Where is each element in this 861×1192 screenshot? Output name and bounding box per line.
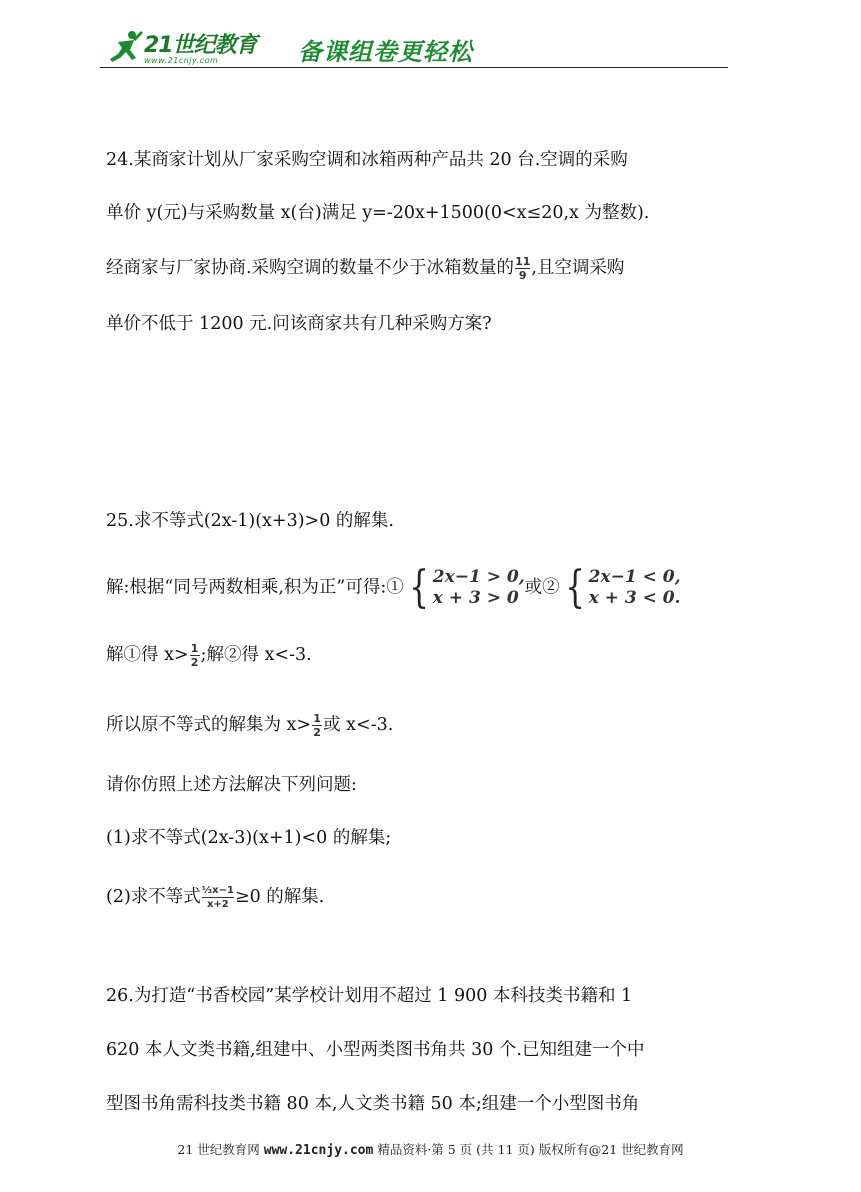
- q26-line1: 26.为打造“书香校园”某学校计划用不超过 1 900 本科技类书籍和 1: [106, 986, 633, 1006]
- q26-line3: 型图书角需科技类书籍 80 本,人文类书籍 50 本;组建一个小型图书角: [106, 1094, 640, 1114]
- q25-solution-text: 解:根据“同号两数相乘,积为正”可得:①: [106, 577, 404, 598]
- q24-line2: 单价 y(元)与采购数量 x(台)满足 y=-20x+1500(0<x≤20,x 为整数).: [106, 203, 650, 223]
- footer-page-info: 精品资料·第 5 页 (共 11 页) 版权所有@21 世纪教育网: [377, 1142, 684, 1157]
- q25-solution: [106, 562, 681, 613]
- q24-line3-tail: ,且空调采购: [531, 258, 625, 278]
- logo-url[interactable]: www.21cnjy.com: [144, 56, 219, 65]
- system-1-line-a: 2x−1 > 0,: [432, 567, 525, 587]
- q25-step2: [106, 713, 393, 738]
- system-2: { 2x−1 < 0, x + 3 < 0.: [564, 562, 681, 613]
- system-2-line-a: 2x−1 < 0,: [588, 567, 681, 587]
- footer-site-name: 21 世纪教育网: [177, 1142, 260, 1157]
- frac-numerator: 11: [515, 255, 531, 268]
- footer-site-url[interactable]: www.21cnjy.com: [263, 1143, 374, 1158]
- q25-sub2-text: (2)求不等式: [106, 887, 201, 907]
- frac-numerator: ⅓x−1: [201, 885, 234, 896]
- q24-line3: [106, 256, 624, 281]
- frac-denominator: x+2: [206, 899, 229, 910]
- frac-numerator: 1: [313, 712, 321, 725]
- q25-sub2-tail: ≥0 的解集.: [234, 887, 325, 907]
- q25-step2-text: 所以原不等式的解集为 x>: [106, 715, 312, 735]
- q25-step1-tail: ;解②得 x<-3.: [200, 645, 312, 665]
- q25-title: 25.求不等式(2x-1)(x+3)>0 的解集.: [106, 511, 394, 531]
- q24-line1: 24.某商家计划从厂家采购空调和冰箱两种产品共 20 台.空调的采购: [106, 150, 628, 170]
- q25-step1-text: 解①得 x>: [106, 645, 189, 665]
- q26-line2: 620 本人文类书籍,组建中、小型两类图书角共 30 个.已知组建一个中: [106, 1040, 645, 1060]
- q25-sub2: [106, 885, 324, 910]
- q25-prompt: 请你仿照上述方法解决下列问题:: [106, 775, 357, 795]
- q24-line3-text: 经商家与厂家协商.采购空调的数量不少于冰箱数量的: [106, 258, 515, 278]
- frac-denominator: 2: [313, 726, 321, 739]
- q25-or: 或②: [524, 577, 560, 598]
- fraction-1-2: [190, 643, 200, 668]
- fraction-1-2-b: [312, 713, 322, 738]
- page-footer: [0, 1140, 861, 1158]
- q25-step2-tail: 或 x<-3.: [323, 715, 394, 735]
- system-2-line-b: x + 3 < 0.: [588, 588, 681, 608]
- frac-numerator: 1: [190, 642, 199, 655]
- runner-logo-icon: [106, 28, 146, 68]
- page-header: [100, 22, 730, 72]
- q25-step1: [106, 643, 312, 668]
- frac-denominator: 2: [190, 656, 199, 669]
- system-1: { 2x−1 > 0, x + 3 > 0: [408, 562, 525, 613]
- frac-denominator: 9: [518, 269, 527, 282]
- header-slogan: 备课组卷更轻松: [298, 38, 473, 66]
- header-divider: [100, 67, 728, 68]
- system-1-line-b: x + 3 > 0: [432, 588, 519, 608]
- fraction-11-9: [515, 256, 530, 281]
- logo-text: 21世纪教育: [144, 33, 257, 58]
- fraction-expression: [202, 885, 234, 910]
- q25-sub1: (1)求不等式(2x-3)(x+1)<0 的解集;: [106, 828, 392, 848]
- q24-line4: 单价不低于 1200 元.问该商家共有几种采购方案?: [106, 314, 492, 334]
